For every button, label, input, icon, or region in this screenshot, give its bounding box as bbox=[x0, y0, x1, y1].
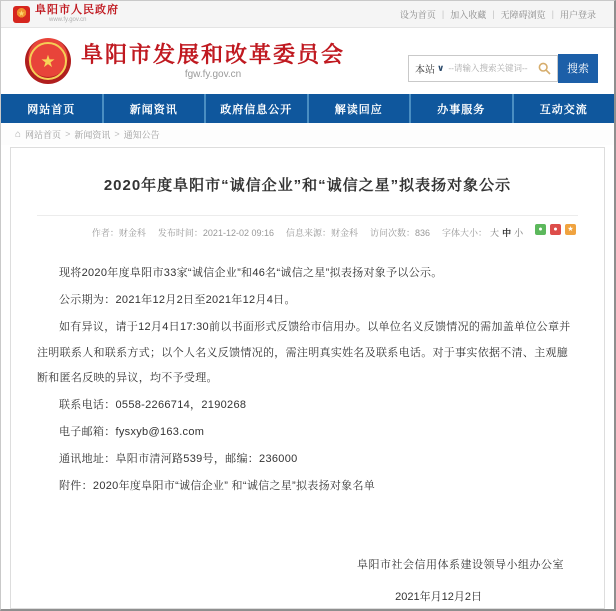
fontsize-large-button[interactable]: 大 bbox=[490, 228, 500, 238]
share-icons bbox=[535, 224, 576, 235]
top-utility-bar bbox=[1, 1, 614, 28]
breadcrumb-separator: > bbox=[65, 129, 71, 139]
search-input[interactable] bbox=[448, 63, 534, 73]
chevron-down-icon: ∨ bbox=[437, 62, 445, 73]
article-card bbox=[10, 147, 605, 609]
fontsize-small-button[interactable]: 小 bbox=[514, 228, 524, 238]
gov-portal-brand[interactable] bbox=[13, 5, 119, 23]
top-link-login[interactable]: 用户登录 bbox=[559, 9, 596, 20]
gov-portal-name: 阜阳市人民政府 bbox=[35, 4, 119, 16]
article-title: 2020年度阜阳市“诚信企业”和“诚信之星”拟表扬对象公示 bbox=[37, 164, 578, 216]
nav-item-interpretation[interactable]: 解读回应 bbox=[309, 94, 410, 123]
top-link-separator: | bbox=[492, 9, 495, 19]
paragraph-announcement: 现将2020年度阜阳市33家“诚信企业”和46名“诚信之星”拟表扬对象予以公示。 bbox=[59, 267, 443, 279]
search-scope-dropdown[interactable] bbox=[415, 61, 444, 76]
top-link-accessibility[interactable]: 无障碍浏览 bbox=[500, 9, 546, 20]
paragraph-publicity-period: 公示期为：2021年12月2日至2021年12月4日。 bbox=[59, 293, 296, 306]
top-link-set-home[interactable]: 设为首页 bbox=[399, 9, 436, 20]
issue-date: 2021年月12月2日 bbox=[395, 590, 482, 603]
qzone-share-icon[interactable]: ★ bbox=[565, 224, 576, 235]
search-scope-label: 本站 bbox=[415, 64, 435, 76]
nav-item-home[interactable]: 网站首页 bbox=[1, 94, 102, 123]
search-box bbox=[408, 55, 558, 82]
masthead bbox=[1, 28, 614, 94]
paragraph-mailing-address: 通讯地址：阜阳市清河路539号，邮编：236000 bbox=[59, 452, 298, 465]
top-link-favorite[interactable]: 加入收藏 bbox=[450, 9, 487, 20]
breadcrumb-separator: > bbox=[114, 129, 120, 139]
gov-emblem-icon: ★ bbox=[13, 6, 30, 23]
nav-item-services[interactable]: 办事服务 bbox=[411, 94, 512, 123]
meta-fontsize-control bbox=[442, 226, 523, 239]
paragraph-contact-phone: 联系电话：0558-2266714，2190268 bbox=[59, 399, 247, 412]
breadcrumb-home[interactable]: 网站首页 bbox=[25, 129, 62, 140]
breadcrumb-news[interactable]: 新闻资讯 bbox=[74, 129, 111, 140]
article-body bbox=[37, 261, 578, 500]
meta-publish-time: 发布时间：2021-12-02 09:16 bbox=[157, 228, 274, 238]
national-emblem-icon: ★ bbox=[25, 38, 71, 84]
fontsize-label: 字体大小： bbox=[442, 228, 488, 238]
issuing-office-signature: 阜阳市社会信用体系建设领导小组办公室 bbox=[357, 558, 564, 571]
article-meta-bar bbox=[37, 216, 578, 253]
search-magnifier-icon[interactable] bbox=[538, 62, 551, 75]
top-link-separator: | bbox=[551, 9, 554, 19]
gov-portal-url: www.fy.gov.cn bbox=[49, 17, 87, 23]
agency-url: fgw.fy.gov.cn bbox=[184, 69, 242, 81]
top-link-separator: | bbox=[441, 9, 445, 19]
top-links bbox=[394, 8, 602, 21]
wechat-share-icon[interactable]: ● bbox=[535, 224, 546, 235]
meta-source: 信息来源：财金科 bbox=[285, 228, 358, 238]
agency-title: 阜阳市发展和改革委员会 bbox=[81, 41, 346, 67]
main-nav bbox=[1, 94, 614, 123]
nav-item-info-disclosure[interactable]: 政府信息公开 bbox=[206, 94, 307, 123]
site-search bbox=[408, 54, 598, 83]
meta-author: 作者：财金科 bbox=[91, 228, 146, 238]
home-icon: ⌂ bbox=[15, 128, 22, 140]
breadcrumb-notices[interactable]: 通知公告 bbox=[123, 129, 160, 140]
nav-item-interaction[interactable]: 互动交流 bbox=[514, 94, 615, 123]
paragraph-objection-instructions: 如有异议，请于12月4日17:30前以书面形式反馈给市信用办。以单位名义反馈情况的需加盖单位公章并注明联系人和联系方式；以个人名义反馈情况的，需注明真实姓名及联系电话。对于事实依据不清、主观臆断和匿名反映的异议，均不予受理。 bbox=[37, 320, 571, 385]
paragraph-contact-email: 电子邮箱：fysxyb@163.com bbox=[59, 426, 205, 439]
meta-views: 访问次数：836 bbox=[370, 228, 431, 238]
nav-item-news[interactable]: 新闻资讯 bbox=[104, 94, 205, 123]
search-button[interactable]: 搜索 bbox=[558, 54, 598, 83]
attachment-link[interactable]: 附件：2020年度阜阳市“诚信企业” 和“诚信之星”拟表扬对象名单 bbox=[59, 479, 376, 492]
weibo-share-icon[interactable]: ● bbox=[550, 224, 561, 235]
fontsize-medium-button[interactable]: 中 bbox=[502, 228, 512, 238]
agency-brand bbox=[25, 38, 345, 84]
breadcrumb bbox=[1, 123, 614, 145]
